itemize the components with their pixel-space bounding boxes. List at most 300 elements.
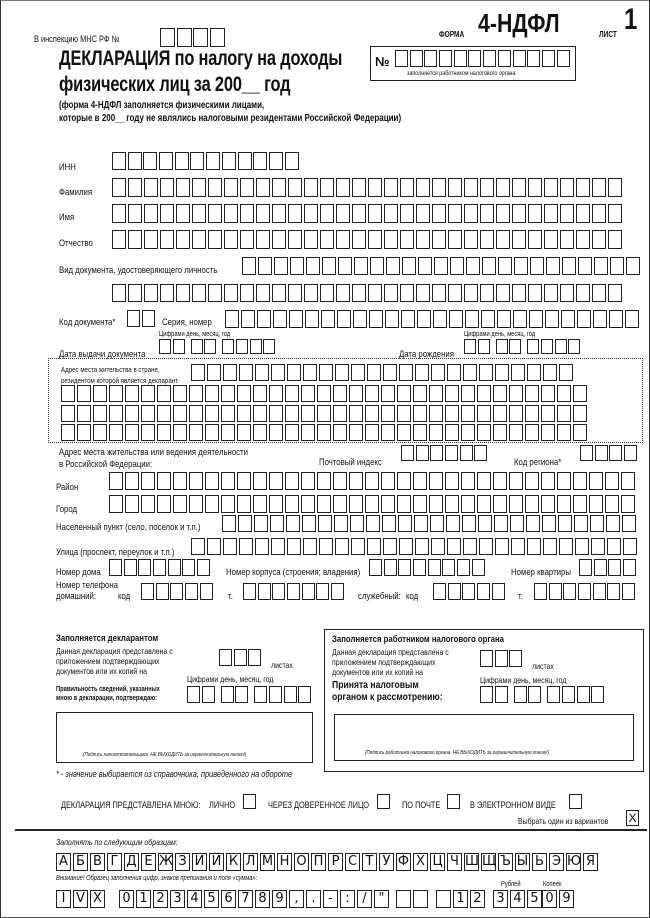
input-cell[interactable]	[157, 424, 171, 441]
input-cell[interactable]	[176, 230, 190, 249]
input-cell[interactable]	[321, 310, 335, 328]
input-cell[interactable]	[432, 178, 446, 197]
input-cell[interactable]	[112, 178, 126, 197]
input-cell[interactable]	[445, 445, 458, 461]
input-cell[interactable]	[141, 472, 155, 490]
input-cell[interactable]	[269, 405, 283, 422]
input-cell[interactable]	[349, 385, 363, 402]
input-cell[interactable]	[125, 385, 139, 402]
input-cell[interactable]	[156, 583, 169, 600]
input-cell[interactable]	[224, 230, 238, 249]
input-cell[interactable]	[530, 257, 544, 275]
input-cell[interactable]	[349, 405, 363, 422]
input-cell[interactable]	[141, 424, 155, 441]
input-cell[interactable]	[269, 686, 282, 703]
input-cell[interactable]	[544, 284, 558, 302]
input-cell[interactable]	[593, 583, 606, 600]
declarant-date-input[interactable]	[187, 686, 313, 703]
input-cell[interactable]	[320, 204, 334, 223]
input-cell[interactable]	[432, 204, 446, 223]
input-cell[interactable]	[112, 284, 126, 302]
input-cell[interactable]	[258, 583, 271, 600]
input-cell[interactable]	[205, 405, 219, 422]
input-cell[interactable]	[284, 686, 297, 703]
input-cell[interactable]	[351, 538, 365, 555]
input-cell[interactable]	[544, 204, 558, 223]
input-cell[interactable]	[401, 445, 414, 461]
input-cell[interactable]	[605, 495, 619, 513]
input-cell[interactable]	[192, 204, 206, 223]
input-cell[interactable]	[368, 284, 382, 302]
input-cell[interactable]	[593, 310, 607, 328]
apartment-number-input[interactable]	[579, 559, 638, 576]
input-cell[interactable]	[400, 284, 414, 302]
input-cell[interactable]	[187, 686, 200, 703]
input-cell[interactable]	[621, 472, 635, 490]
input-cell[interactable]	[237, 424, 251, 441]
input-cell[interactable]	[418, 257, 432, 275]
input-cell[interactable]	[457, 559, 470, 576]
input-cell[interactable]	[109, 472, 123, 490]
input-cell[interactable]	[200, 583, 213, 600]
input-cell[interactable]	[288, 178, 302, 197]
input-cell[interactable]	[302, 583, 315, 600]
input-cell[interactable]	[207, 364, 221, 381]
name-input[interactable]	[112, 204, 624, 223]
input-cell[interactable]	[560, 284, 574, 302]
input-cell[interactable]	[498, 257, 512, 275]
input-cell[interactable]	[578, 257, 592, 275]
input-cell[interactable]	[594, 257, 608, 275]
input-cell[interactable]	[575, 538, 589, 555]
input-cell[interactable]	[429, 405, 443, 422]
input-cell[interactable]	[431, 538, 445, 555]
input-cell[interactable]	[256, 230, 270, 249]
input-cell[interactable]	[481, 310, 495, 328]
submission-option-mail-checkbox[interactable]	[447, 794, 460, 809]
phone-home-number-input[interactable]	[243, 583, 346, 600]
input-cell[interactable]	[381, 472, 395, 490]
input-cell[interactable]	[288, 284, 302, 302]
input-cell[interactable]	[350, 515, 364, 532]
input-cell[interactable]	[144, 178, 158, 197]
input-cell[interactable]	[493, 495, 507, 513]
input-cell[interactable]	[269, 472, 283, 490]
input-cell[interactable]	[398, 559, 411, 576]
phone-work-code-input[interactable]	[433, 583, 506, 600]
region-code-input[interactable]	[580, 445, 639, 461]
input-cell[interactable]	[254, 686, 267, 703]
input-cell[interactable]	[192, 178, 206, 197]
input-cell[interactable]	[286, 515, 300, 532]
input-cell[interactable]	[542, 515, 556, 532]
input-cell[interactable]	[352, 204, 366, 223]
input-cell[interactable]	[477, 583, 490, 600]
input-cell[interactable]	[306, 257, 320, 275]
input-cell[interactable]	[512, 204, 526, 223]
input-cell[interactable]	[205, 495, 219, 513]
input-cell[interactable]	[225, 310, 239, 328]
input-cell[interactable]	[557, 472, 571, 490]
input-cell[interactable]	[397, 495, 411, 513]
input-cell[interactable]	[621, 495, 635, 513]
postal-code-input[interactable]	[401, 445, 489, 461]
input-cell[interactable]	[191, 364, 205, 381]
input-cell[interactable]	[494, 515, 508, 532]
input-cell[interactable]	[464, 339, 476, 354]
series-number-input[interactable]	[225, 310, 641, 328]
input-cell[interactable]	[128, 204, 142, 223]
input-cell[interactable]	[413, 424, 427, 441]
input-cell[interactable]	[317, 424, 331, 441]
input-cell[interactable]	[399, 364, 413, 381]
input-cell[interactable]	[528, 230, 542, 249]
input-cell[interactable]	[560, 178, 574, 197]
input-cell[interactable]	[397, 472, 411, 490]
input-cell[interactable]	[250, 339, 262, 354]
submission-option-proxy-checkbox[interactable]	[377, 794, 390, 809]
input-cell[interactable]	[577, 310, 591, 328]
input-cell[interactable]	[352, 230, 366, 249]
input-cell[interactable]	[304, 230, 318, 249]
input-cell[interactable]	[415, 538, 429, 555]
input-cell[interactable]	[272, 284, 286, 302]
input-cell[interactable]	[160, 284, 174, 302]
input-cell[interactable]	[608, 178, 622, 197]
input-cell[interactable]	[608, 230, 622, 249]
street-input[interactable]	[191, 538, 639, 555]
input-cell[interactable]	[568, 339, 580, 354]
input-cell[interactable]	[109, 405, 123, 422]
input-cell[interactable]	[189, 405, 203, 422]
input-cell[interactable]	[128, 284, 142, 302]
input-cell[interactable]	[224, 178, 238, 197]
input-cell[interactable]	[428, 559, 441, 576]
input-cell[interactable]	[253, 385, 267, 402]
input-cell[interactable]	[153, 559, 166, 576]
input-cell[interactable]	[304, 204, 318, 223]
input-cell[interactable]	[622, 515, 636, 532]
input-cell[interactable]	[528, 178, 542, 197]
input-cell[interactable]	[109, 424, 123, 441]
input-cell[interactable]	[557, 495, 571, 513]
input-cell[interactable]	[157, 405, 171, 422]
input-cell[interactable]	[240, 230, 254, 249]
input-cell[interactable]	[189, 472, 203, 490]
input-cell[interactable]	[301, 472, 315, 490]
input-cell[interactable]	[560, 204, 574, 223]
input-cell[interactable]	[287, 538, 301, 555]
input-cell[interactable]	[482, 257, 496, 275]
input-cell[interactable]	[287, 583, 300, 600]
input-cell[interactable]	[241, 310, 255, 328]
input-cell[interactable]	[175, 152, 189, 170]
input-cell[interactable]	[398, 515, 412, 532]
input-cell[interactable]	[560, 230, 574, 249]
input-cell[interactable]	[447, 364, 461, 381]
input-cell[interactable]	[433, 310, 447, 328]
officer-date-input[interactable]	[480, 686, 606, 703]
input-cell[interactable]	[287, 364, 301, 381]
input-cell[interactable]	[384, 230, 398, 249]
input-cell[interactable]	[576, 230, 590, 249]
input-cell[interactable]	[433, 583, 446, 600]
input-cell[interactable]	[386, 257, 400, 275]
input-cell[interactable]	[541, 495, 555, 513]
input-cell[interactable]	[383, 538, 397, 555]
input-cell[interactable]	[239, 538, 253, 555]
input-cell[interactable]	[349, 495, 363, 513]
input-cell[interactable]	[528, 686, 541, 703]
input-cell[interactable]	[543, 364, 557, 381]
input-cell[interactable]	[237, 495, 251, 513]
input-cell[interactable]	[609, 310, 623, 328]
patronymic-input[interactable]	[112, 230, 624, 249]
declarant-signature-box[interactable]	[56, 712, 313, 763]
input-cell[interactable]	[141, 405, 155, 422]
input-cell[interactable]	[480, 686, 493, 703]
input-cell[interactable]	[192, 284, 206, 302]
input-cell[interactable]	[318, 515, 332, 532]
input-cell[interactable]	[590, 515, 604, 532]
input-cell[interactable]	[93, 385, 107, 402]
input-cell[interactable]	[496, 284, 510, 302]
input-cell[interactable]	[461, 472, 475, 490]
input-cell[interactable]	[525, 424, 539, 441]
input-cell[interactable]	[493, 385, 507, 402]
input-cell[interactable]	[576, 178, 590, 197]
foreign-address-input-line2[interactable]	[61, 385, 588, 402]
input-cell[interactable]	[223, 538, 237, 555]
input-cell[interactable]	[416, 204, 430, 223]
input-cell[interactable]	[479, 538, 493, 555]
input-cell[interactable]	[448, 583, 461, 600]
input-cell[interactable]	[93, 424, 107, 441]
input-cell[interactable]	[464, 284, 478, 302]
input-cell[interactable]	[253, 405, 267, 422]
input-cell[interactable]	[125, 495, 139, 513]
input-cell[interactable]	[160, 230, 174, 249]
input-cell[interactable]	[109, 495, 123, 513]
input-cell[interactable]	[416, 445, 429, 461]
input-cell[interactable]	[495, 686, 508, 703]
input-cell[interactable]	[416, 230, 430, 249]
input-cell[interactable]	[224, 204, 238, 223]
input-cell[interactable]	[496, 339, 508, 354]
input-cell[interactable]	[413, 559, 426, 576]
input-cell[interactable]	[544, 230, 558, 249]
input-cell[interactable]	[461, 405, 475, 422]
input-cell[interactable]	[497, 310, 511, 328]
input-cell[interactable]	[337, 310, 351, 328]
input-cell[interactable]	[208, 284, 222, 302]
input-cell[interactable]	[512, 284, 526, 302]
input-cell[interactable]	[191, 339, 203, 354]
input-cell[interactable]	[573, 495, 587, 513]
input-cell[interactable]	[477, 495, 491, 513]
input-cell[interactable]	[335, 538, 349, 555]
id-document-input-line1[interactable]	[242, 257, 642, 275]
input-cell[interactable]	[474, 445, 487, 461]
input-cell[interactable]	[417, 310, 431, 328]
input-cell[interactable]	[352, 178, 366, 197]
input-cell[interactable]	[557, 385, 571, 402]
input-cell[interactable]	[592, 204, 606, 223]
input-cell[interactable]	[431, 364, 445, 381]
input-cell[interactable]	[274, 257, 288, 275]
input-cell[interactable]	[320, 284, 334, 302]
input-cell[interactable]	[320, 230, 334, 249]
input-cell[interactable]	[322, 257, 336, 275]
input-cell[interactable]	[353, 310, 367, 328]
officer-sheets-input[interactable]	[480, 650, 524, 667]
input-cell[interactable]	[349, 424, 363, 441]
input-cell[interactable]	[221, 424, 235, 441]
input-cell[interactable]	[529, 310, 543, 328]
input-cell[interactable]	[285, 152, 299, 170]
input-cell[interactable]	[527, 538, 541, 555]
input-cell[interactable]	[221, 405, 235, 422]
input-cell[interactable]	[525, 495, 539, 513]
input-cell[interactable]	[221, 495, 235, 513]
input-cell[interactable]	[257, 310, 271, 328]
input-cell[interactable]	[511, 364, 525, 381]
input-cell[interactable]	[317, 385, 331, 402]
input-cell[interactable]	[77, 405, 91, 422]
input-cell[interactable]	[384, 178, 398, 197]
input-cell[interactable]	[430, 515, 444, 532]
input-cell[interactable]	[352, 284, 366, 302]
input-cell[interactable]	[273, 310, 287, 328]
input-cell[interactable]	[558, 515, 572, 532]
district-input[interactable]	[109, 472, 636, 490]
officer-signature-box[interactable]	[334, 714, 634, 761]
input-cell[interactable]	[176, 284, 190, 302]
input-cell[interactable]	[317, 472, 331, 490]
input-cell[interactable]	[185, 583, 198, 600]
input-cell[interactable]	[510, 515, 524, 532]
input-cell[interactable]	[559, 538, 573, 555]
input-cell[interactable]	[511, 538, 525, 555]
input-cell[interactable]	[527, 339, 539, 354]
input-cell[interactable]	[460, 445, 473, 461]
input-cell[interactable]	[143, 152, 157, 170]
input-cell[interactable]	[144, 284, 158, 302]
input-cell[interactable]	[608, 284, 622, 302]
input-cell[interactable]	[285, 385, 299, 402]
input-cell[interactable]	[397, 385, 411, 402]
input-cell[interactable]	[413, 405, 427, 422]
input-cell[interactable]	[288, 230, 302, 249]
input-cell[interactable]	[222, 339, 234, 354]
input-cell[interactable]	[271, 538, 285, 555]
input-cell[interactable]	[125, 405, 139, 422]
input-cell[interactable]	[383, 364, 397, 381]
input-cell[interactable]	[365, 495, 379, 513]
input-cell[interactable]	[272, 204, 286, 223]
issue-date-input[interactable]	[159, 339, 277, 354]
input-cell[interactable]	[432, 230, 446, 249]
input-cell[interactable]	[368, 204, 382, 223]
input-cell[interactable]	[221, 472, 235, 490]
input-cell[interactable]	[192, 230, 206, 249]
input-cell[interactable]	[176, 178, 190, 197]
input-cell[interactable]	[208, 204, 222, 223]
input-cell[interactable]	[269, 495, 283, 513]
input-cell[interactable]	[592, 230, 606, 249]
input-cell[interactable]	[464, 204, 478, 223]
input-cell[interactable]	[509, 424, 523, 441]
input-cell[interactable]	[189, 495, 203, 513]
input-cell[interactable]	[555, 339, 567, 354]
house-number-input[interactable]	[109, 559, 212, 576]
foreign-address-input-line3[interactable]	[61, 405, 588, 422]
input-cell[interactable]	[124, 559, 137, 576]
input-cell[interactable]	[592, 178, 606, 197]
input-cell[interactable]	[144, 204, 158, 223]
input-cell[interactable]	[605, 472, 619, 490]
submission-option-personally-checkbox[interactable]	[243, 794, 256, 809]
input-cell[interactable]	[400, 178, 414, 197]
input-cell[interactable]	[381, 385, 395, 402]
input-cell[interactable]	[112, 152, 126, 170]
inspection-number-cells[interactable]	[160, 28, 227, 47]
input-cell[interactable]	[317, 495, 331, 513]
input-cell[interactable]	[224, 284, 238, 302]
input-cell[interactable]	[285, 405, 299, 422]
input-cell[interactable]	[109, 385, 123, 402]
input-cell[interactable]	[478, 515, 492, 532]
input-cell[interactable]	[461, 385, 475, 402]
input-cell[interactable]	[413, 385, 427, 402]
input-cell[interactable]	[255, 538, 269, 555]
input-cell[interactable]	[206, 152, 220, 170]
input-cell[interactable]	[298, 686, 311, 703]
input-cell[interactable]	[447, 538, 461, 555]
input-cell[interactable]	[623, 559, 636, 576]
locality-input[interactable]	[222, 515, 638, 532]
input-cell[interactable]	[112, 204, 126, 223]
input-cell[interactable]	[430, 445, 443, 461]
input-cell[interactable]	[580, 445, 593, 461]
input-cell[interactable]	[381, 424, 395, 441]
input-cell[interactable]	[331, 583, 344, 600]
input-cell[interactable]	[319, 538, 333, 555]
input-cell[interactable]	[576, 204, 590, 223]
input-cell[interactable]	[545, 310, 559, 328]
input-cell[interactable]	[416, 178, 430, 197]
input-cell[interactable]	[334, 515, 348, 532]
input-cell[interactable]	[253, 424, 267, 441]
input-cell[interactable]	[402, 257, 416, 275]
input-cell[interactable]	[448, 204, 462, 223]
input-cell[interactable]	[479, 364, 493, 381]
input-cell[interactable]	[160, 178, 174, 197]
input-cell[interactable]	[365, 472, 379, 490]
input-cell[interactable]	[338, 257, 352, 275]
input-cell[interactable]	[623, 538, 637, 555]
input-cell[interactable]	[465, 310, 479, 328]
input-cell[interactable]	[478, 339, 490, 354]
input-cell[interactable]	[239, 364, 253, 381]
input-cell[interactable]	[237, 405, 251, 422]
input-cell[interactable]	[240, 284, 254, 302]
input-cell[interactable]	[242, 257, 256, 275]
input-cell[interactable]	[159, 339, 171, 354]
input-cell[interactable]	[173, 405, 187, 422]
input-cell[interactable]	[445, 495, 459, 513]
input-cell[interactable]	[144, 230, 158, 249]
